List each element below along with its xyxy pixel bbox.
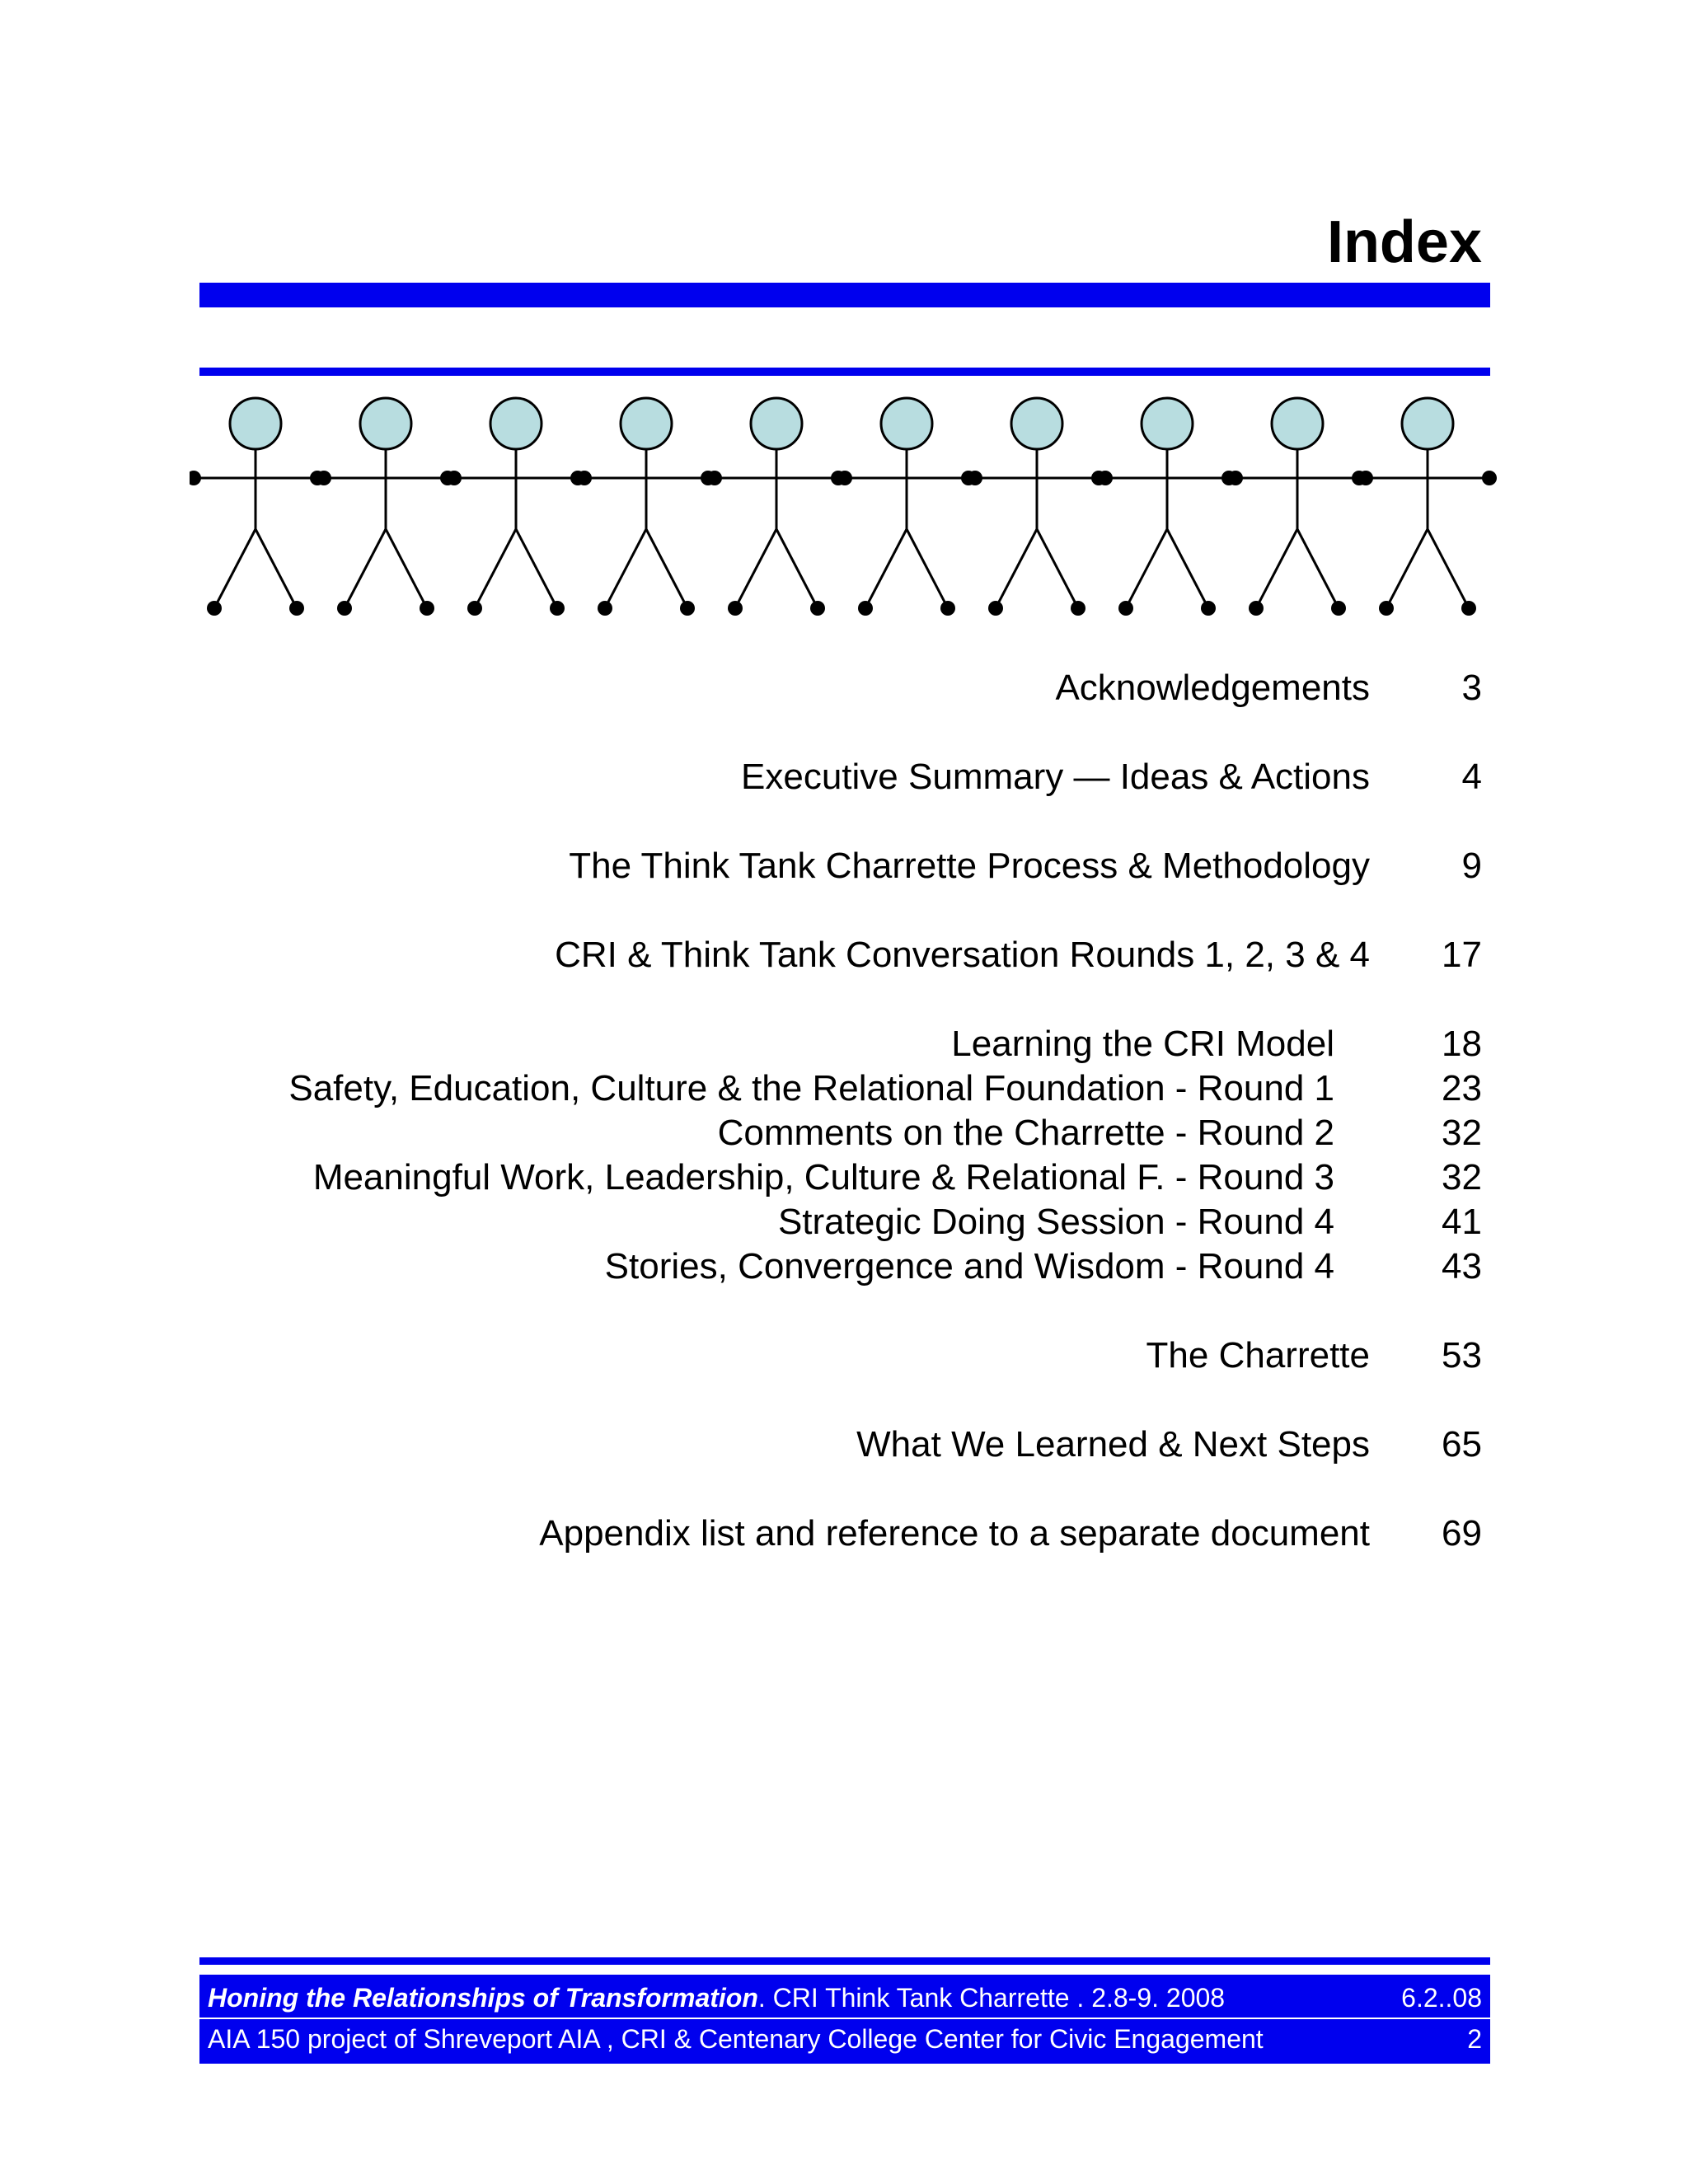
toc-entry[interactable] <box>0 1511 1482 1556</box>
toc-entry-page: 53 <box>1442 1335 1482 1376</box>
toc-subentry-label: Comments on the Charrette - Round 2 <box>717 1113 1334 1153</box>
figure-head <box>1011 398 1062 449</box>
figure-hand <box>1098 471 1113 485</box>
title-rule <box>199 283 1490 307</box>
figure-head <box>1272 398 1323 449</box>
figure-hand <box>447 471 462 485</box>
figure-leg <box>996 529 1037 608</box>
toc-entry[interactable] <box>0 1422 1482 1467</box>
figure-hand <box>316 471 331 485</box>
toc-entry[interactable] <box>0 755 1482 799</box>
figure-leg <box>907 529 948 608</box>
toc-subentry-label: Learning the CRI Model <box>951 1024 1334 1064</box>
figure-leg <box>1037 529 1078 608</box>
toc-subentry-label: Stories, Convergence and Wisdom - Round 4 <box>604 1246 1334 1286</box>
toc-entry[interactable] <box>0 844 1482 888</box>
toc-entry-label: CRI & Think Tank Conversation Rounds 1, 2, 3 & 4 <box>555 935 1370 975</box>
toc-entry-page: 17 <box>1442 935 1482 975</box>
toc-subentry-page: 32 <box>1442 1113 1482 1153</box>
figure-leg <box>1386 529 1428 608</box>
figure-head <box>360 398 411 449</box>
figure-leg <box>1297 529 1339 608</box>
toc-subentry[interactable] <box>0 1066 1482 1111</box>
figure-foot <box>940 601 955 616</box>
footer-page-number: 2 <box>1467 2024 1482 2054</box>
toc-entry-page: 65 <box>1442 1424 1482 1465</box>
figure-foot <box>858 601 873 616</box>
figure-leg <box>605 529 646 608</box>
figure-head <box>1402 398 1453 449</box>
toc-entry-label: The Charrette <box>1146 1335 1370 1376</box>
footer-line-1 <box>208 1978 1482 2018</box>
figure-foot <box>207 601 222 616</box>
page-title: Index <box>1326 209 1482 275</box>
toc-entry[interactable] <box>0 933 1482 977</box>
figure-foot <box>598 601 612 616</box>
toc-subentry-label: Safety, Education, Culture & the Relational Foundation - Round 1 <box>288 1068 1334 1108</box>
figure-leg <box>735 529 776 608</box>
figure-head <box>490 398 542 449</box>
figure-foot <box>1461 601 1476 616</box>
footer-date: 6.2..08 <box>1401 1983 1482 2013</box>
figure-foot <box>680 601 695 616</box>
figure-head <box>230 398 281 449</box>
footer <box>199 1975 1490 2064</box>
figure-leg <box>256 529 297 608</box>
toc-entry-page: 3 <box>1461 668 1482 708</box>
figure-head <box>881 398 932 449</box>
toc-entry-label: Executive Summary — Ideas & Actions <box>741 757 1370 797</box>
figure-foot <box>337 601 352 616</box>
figure-hand <box>968 471 982 485</box>
toc-subentry[interactable] <box>0 1022 1482 1066</box>
toc-subentry-page: 41 <box>1442 1202 1482 1242</box>
toc-entry-label: Acknowledgements <box>1055 668 1370 708</box>
footer-publication-title: Honing the Relationships of Transformation <box>208 1983 758 2013</box>
figure-foot <box>1071 601 1085 616</box>
toc-entry-page: 69 <box>1442 1513 1482 1554</box>
toc-subentry-page: 43 <box>1442 1246 1482 1286</box>
toc-subentry[interactable] <box>0 1200 1482 1244</box>
toc-subentry[interactable] <box>0 1244 1482 1289</box>
toc-entry[interactable] <box>0 666 1482 710</box>
figure-foot <box>988 601 1003 616</box>
figure-leg <box>475 529 516 608</box>
toc-subentry-label: Meaningful Work, Leadership, Culture & Relational F. - Round 3 <box>312 1157 1334 1197</box>
toc-subentry-label: Strategic Doing Session - Round 4 <box>777 1202 1334 1242</box>
figure-hand <box>1228 471 1243 485</box>
figure-leg <box>1167 529 1208 608</box>
figure-hand <box>577 471 592 485</box>
figure-leg <box>516 529 557 608</box>
toc-entry-label: The Think Tank Charrette Process & Methodology <box>569 846 1370 886</box>
toc-entry-label: What We Learned & Next Steps <box>856 1424 1370 1465</box>
toc-subentry[interactable] <box>0 1111 1482 1155</box>
figure-foot <box>420 601 434 616</box>
figure-head <box>1142 398 1193 449</box>
toc-subentry-page: 23 <box>1442 1068 1482 1108</box>
figure-leg <box>1256 529 1297 608</box>
figure-foot <box>550 601 565 616</box>
toc-entry[interactable] <box>0 1333 1482 1378</box>
figure-foot <box>1331 601 1346 616</box>
toc-subentry-page: 18 <box>1442 1024 1482 1064</box>
figure-foot <box>289 601 304 616</box>
figure-leg <box>1428 529 1469 608</box>
footer-rule <box>199 1957 1490 1965</box>
toc-subentry[interactable] <box>0 1155 1482 1200</box>
figure-leg <box>214 529 256 608</box>
figure-head <box>621 398 672 449</box>
illustration-top-rule <box>199 368 1490 376</box>
figure-foot <box>467 601 482 616</box>
figure-head <box>751 398 802 449</box>
toc-entry-page: 4 <box>1461 757 1482 797</box>
stick-figures-illustration <box>190 387 1508 626</box>
figure-foot <box>810 601 825 616</box>
figure-foot <box>1249 601 1264 616</box>
figure-leg <box>776 529 818 608</box>
figure-hand <box>1482 471 1497 485</box>
figure-foot <box>1379 601 1394 616</box>
figure-leg <box>865 529 907 608</box>
figure-foot <box>1118 601 1133 616</box>
toc-entry-label: Appendix list and reference to a separate document <box>539 1513 1370 1554</box>
figure-hand <box>707 471 722 485</box>
figure-hand <box>1358 471 1373 485</box>
figure-hand <box>190 471 201 485</box>
figure-foot <box>728 601 743 616</box>
figure-hand <box>837 471 852 485</box>
footer-project: AIA 150 project of Shreveport AIA , CRI & Centenary College Center for Civic Engagement <box>208 2024 1264 2054</box>
toc-subentry-page: 32 <box>1442 1157 1482 1197</box>
figure-leg <box>386 529 427 608</box>
toc-entry-page: 9 <box>1461 846 1482 886</box>
footer-event: . CRI Think Tank Charrette . 2.8-9. 2008 <box>757 1983 1226 2013</box>
figure-leg <box>646 529 687 608</box>
footer-line-2 <box>208 2019 1482 2059</box>
figure-leg <box>345 529 386 608</box>
figure-leg <box>1126 529 1167 608</box>
figure-foot <box>1201 601 1216 616</box>
